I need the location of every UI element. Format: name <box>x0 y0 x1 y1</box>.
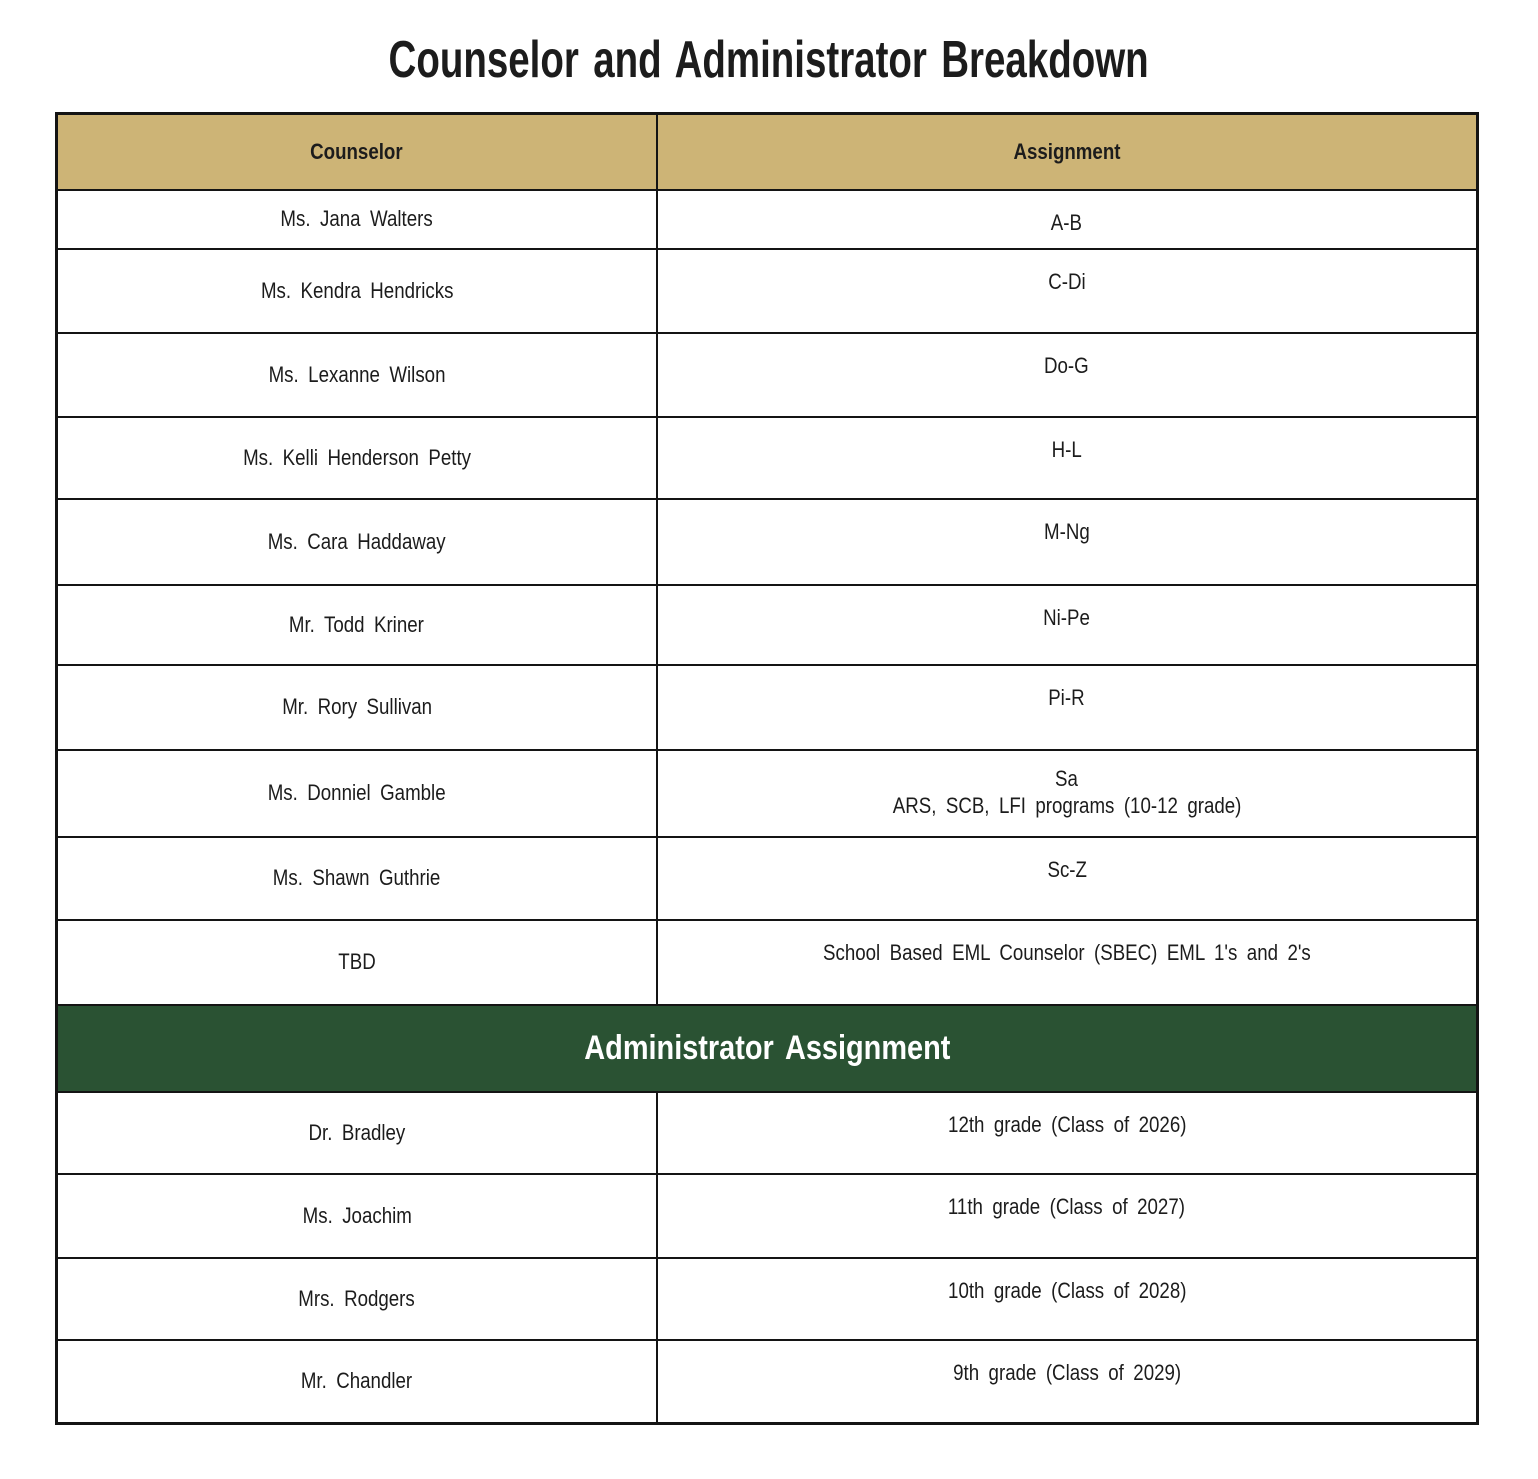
table-row <box>57 1258 1478 1340</box>
administrator-name-cell: Mr. Chandler <box>57 1340 657 1424</box>
counselor-name-cell: Ms. Kelli Henderson Petty <box>57 417 657 499</box>
table-row <box>57 190 1478 249</box>
assignment-cell: A-B <box>657 190 1478 249</box>
table-row <box>57 333 1478 417</box>
assignment-cell: 9th grade (Class of 2029) <box>657 1340 1478 1424</box>
counselor-table <box>55 112 1479 1425</box>
assignment-cell: 10th grade (Class of 2028) <box>657 1258 1478 1340</box>
counselor-name-cell: Mr. Todd Kriner <box>57 585 657 665</box>
page-title <box>0 30 1538 90</box>
assignment-cell: Sc-Z <box>657 837 1478 920</box>
column-header-counselor: Counselor <box>57 114 657 190</box>
administrator-name-cell: Dr. Bradley <box>57 1092 657 1174</box>
assignment-cell: Ni-Pe <box>657 585 1478 665</box>
table-row <box>57 1340 1478 1424</box>
table-row <box>57 837 1478 920</box>
counselor-name-cell: Ms. Cara Haddaway <box>57 499 657 585</box>
counselor-name-cell: TBD <box>57 920 657 1005</box>
assignment-cell: 12th grade (Class of 2026) <box>657 1092 1478 1174</box>
assignment-cell: Pi-R <box>657 665 1478 750</box>
assignment-cell: H-L <box>657 417 1478 499</box>
table-row <box>57 499 1478 585</box>
counselor-name-cell: Ms. Lexanne Wilson <box>57 333 657 417</box>
administrator-name-cell: Ms. Joachim <box>57 1174 657 1258</box>
table-header-row <box>57 114 1478 190</box>
assignment-cell: Do-G <box>657 333 1478 417</box>
assignment-cell: C-Di <box>657 249 1478 333</box>
section-header-administrator-assignment: Administrator Assignment <box>57 1005 1478 1092</box>
table-row <box>57 1174 1478 1258</box>
counselor-name-cell: Ms. Shawn Guthrie <box>57 837 657 920</box>
table-row <box>57 585 1478 665</box>
page-title-text: Counselor and Administrator Breakdown <box>388 31 1150 89</box>
assignment-cell: M-Ng <box>657 499 1478 585</box>
assignment-cell: 11th grade (Class of 2027) <box>657 1174 1478 1258</box>
counselor-name-cell: Mr. Rory Sullivan <box>57 665 657 750</box>
table-row <box>57 1092 1478 1174</box>
table-row <box>57 920 1478 1005</box>
counselor-name-cell: Ms. Donniel Gamble <box>57 750 657 837</box>
column-header-assignment: Assignment <box>657 114 1478 190</box>
table-row <box>57 417 1478 499</box>
assignment-cell: Sa ARS, SCB, LFI programs (10-12 grade) <box>657 750 1478 837</box>
table-row <box>57 665 1478 750</box>
section-header-row <box>57 1005 1478 1092</box>
table-row <box>57 750 1478 837</box>
counselor-name-cell: Ms. Kendra Hendricks <box>57 249 657 333</box>
counselor-name-cell: Ms. Jana Walters <box>57 190 657 249</box>
table-row <box>57 249 1478 333</box>
assignment-cell: School Based EML Counselor (SBEC) EML 1's and 2's <box>657 920 1478 1005</box>
assignment-cell-line2: ARS, SCB, LFI programs (10-12 grade) <box>892 792 1242 818</box>
administrator-name-cell: Mrs. Rodgers <box>57 1258 657 1340</box>
